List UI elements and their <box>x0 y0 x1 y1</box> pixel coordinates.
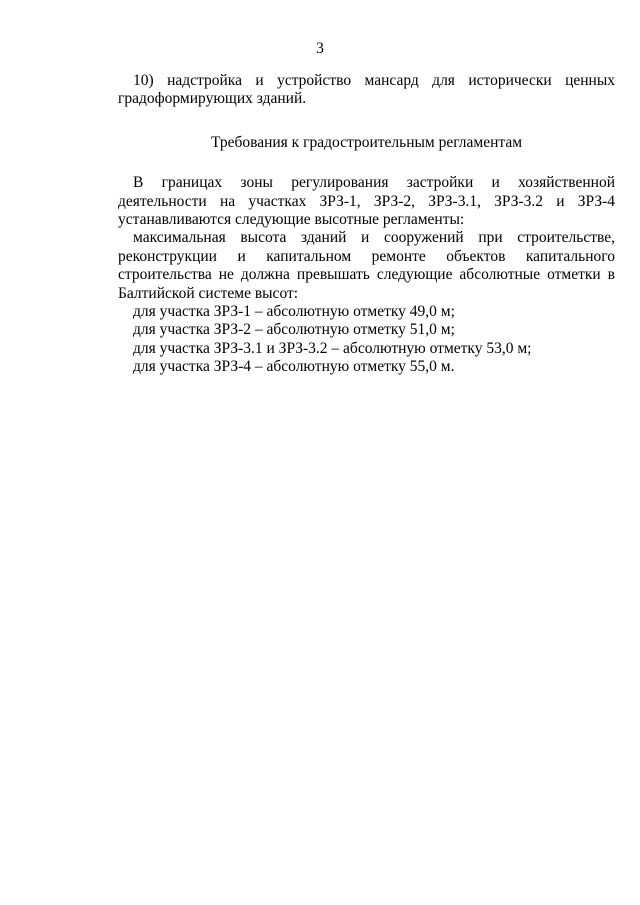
item-10-paragraph: 10) надстройка и устройство мансард для исторически ценных градоформирующих зданий. <box>118 72 615 108</box>
page-number: 3 <box>316 40 324 57</box>
height-limit-item-zrz-3: для участка ЗРЗ-3.1 и ЗРЗ-3.2 – абсолютную отметку 53,0 м; <box>133 339 532 357</box>
zone-regulation-paragraph: В границах зоны регулирования застройки и хозяйственной деятельности на участках ЗРЗ-1, ЗРЗ-2, ЗРЗ-3.1, ЗРЗ-3.2 и ЗРЗ-4 устанавливаются следующие высотные регламенты: <box>118 174 615 229</box>
height-limit-item-zrz-1: для участка ЗРЗ-1 – абсолютную отметку 49,0 м; <box>133 303 455 321</box>
max-height-paragraph: максимальная высота зданий и сооружений при строительстве, реконструкции и капитальном ремонте объектов капитального строительства не должна превышать следующие абсолютные отметки в Балтийской системе высот: <box>118 229 615 302</box>
height-limit-item-zrz-4: для участка ЗРЗ-4 – абсолютную отметку 55,0 м. <box>133 358 455 376</box>
section-heading: Требования к градостроительным регламентам <box>210 133 523 151</box>
document-body <box>118 72 615 377</box>
height-limit-item-zrz-2: для участка ЗРЗ-2 – абсолютную отметку 51,0 м; <box>133 321 455 339</box>
